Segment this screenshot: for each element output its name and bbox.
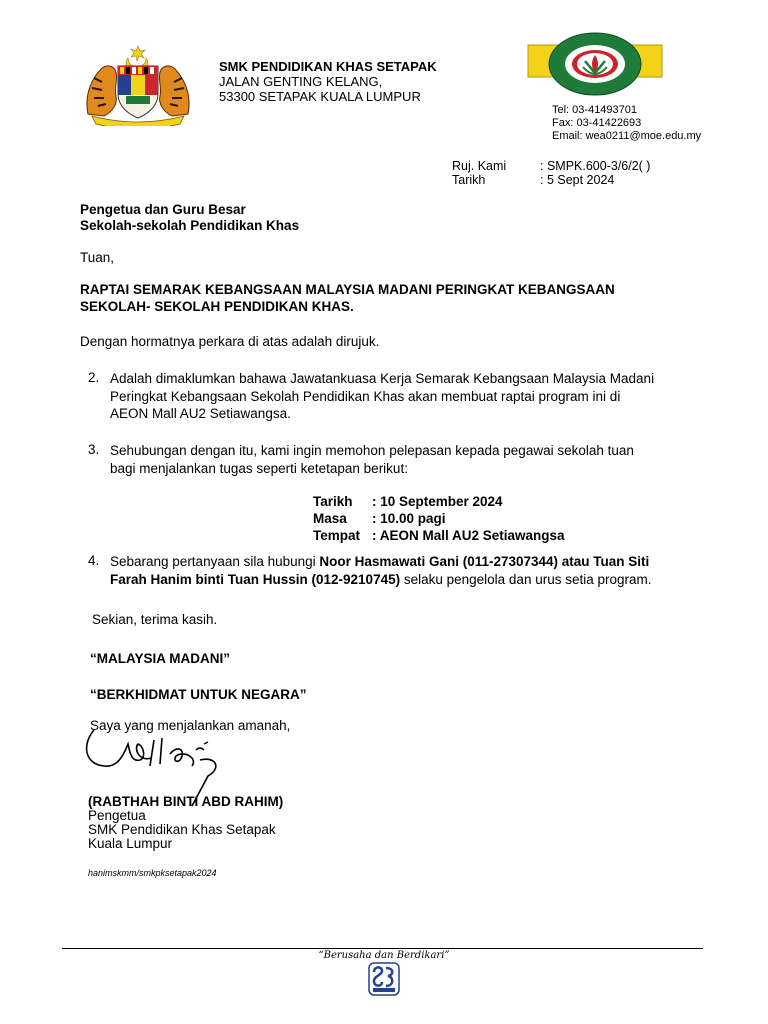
paragraph-3-number: 3. — [88, 442, 100, 457]
paragraph-2-number: 2. — [88, 370, 100, 385]
schedule-tarikh-label: Tarikh — [313, 494, 353, 509]
contact-person-1: Noor Hasmawati Gani (011-27307344) atau Tuan Siti — [319, 554, 650, 569]
paragraph-2-line: AEON Mall AU2 Setiawangsa. — [110, 406, 291, 421]
schedule-tempat-label: Tempat — [313, 528, 361, 543]
paragraph-3-line: bagi menjalankan tugas seperti ketetapan berikut: — [110, 460, 408, 476]
subject-line-2: SEKOLAH- SEKOLAH PENDIDIKAN KHAS. — [80, 299, 354, 314]
paragraph-4 — [110, 553, 678, 588]
closing-line: Sekian, terima kasih. — [92, 612, 218, 627]
school-name: SMK PENDIDIKAN KHAS SETAPAK — [219, 59, 437, 74]
recipient-line-2: Sekolah-sekolah Pendidikan Khas — [80, 218, 300, 233]
subject-line-1: RAPTAI SEMARAK KEBANGSAAN MALAYSIA MADANI PERINGKAT KEBANGSAAN — [80, 282, 615, 297]
schedule-masa-label: Masa — [313, 511, 347, 526]
schedule-masa-value: : 10.00 pagi — [372, 511, 446, 526]
signatory-city: Kuala Lumpur — [88, 836, 173, 851]
ruj-kami-label: Ruj. Kami — [452, 159, 507, 173]
paragraph-4-text-b: selaku pengelola dan urus setia program. — [400, 571, 652, 587]
address-line-2: 53300 SETAPAK KUALA LUMPUR — [219, 89, 421, 104]
signatory-title: Pengetua — [88, 808, 146, 823]
paragraph-4-text-a: Sebarang pertanyaan sila hubungi — [110, 554, 320, 569]
opening-line: Dengan hormatnya perkara di atas adalah dirujuk. — [80, 334, 380, 349]
paragraph-3 — [110, 442, 678, 477]
footer-emblem — [368, 962, 400, 996]
schedule-tempat-value: : AEON Mall AU2 Setiawangsa — [372, 528, 565, 543]
tarikh-label: Tarikh — [452, 173, 486, 187]
paragraph-3-line: Sehubungan dengan itu, kami ingin memohon pelepasan kepada pegawai sekolah tuan — [110, 443, 634, 458]
contact-person-2: Farah Hanim binti Tuan Hussin (012-9210745) — [110, 571, 401, 587]
paragraph-2-line: Adalah dimaklumkan bahawa Jawatankuasa Kerja Semarak Kebangsaan Malaysia Madani — [110, 371, 655, 386]
footer-motto: “Berusaha dan Berdikari” — [318, 950, 450, 961]
signatory-name: (RABTHAH BINTI ABD RAHIM) — [88, 794, 284, 809]
signatory-school: SMK Pendidikan Khas Setapak — [88, 822, 276, 837]
salutation: Tuan, — [80, 250, 115, 265]
fax-number: Fax: 03-41422693 — [552, 117, 642, 129]
tel-number: Tel: 03-41493701 — [552, 104, 638, 116]
footer-divider — [62, 948, 703, 949]
slogan-malaysia-madani: “MALAYSIA MADANI” — [90, 651, 231, 666]
address-line-1: JALAN GENTING KELANG, — [219, 74, 383, 89]
paragraph-4-number: 4. — [88, 553, 100, 568]
amanah-line: Saya yang menjalankan amanah, — [90, 718, 291, 733]
paragraph-2 — [110, 370, 678, 423]
email-address[interactable]: Email: wea0211@moe.edu.my — [552, 130, 702, 142]
slogan-berkhidmat: “BERKHIDMAT UNTUK NEGARA” — [90, 687, 307, 702]
schedule-tarikh-value: : 10 September 2024 — [372, 494, 503, 509]
ruj-kami-value: : SMPK.600-3/6/2( ) — [540, 159, 651, 173]
tarikh-value: : 5 Sept 2024 — [540, 173, 615, 187]
school-logo — [527, 31, 663, 97]
recipient-line-1: Pengetua dan Guru Besar — [80, 202, 246, 217]
file-reference: hanimskmm/smkpksetapak2024 — [88, 868, 217, 878]
coat-of-arms-logo — [82, 44, 194, 126]
paragraph-2-line: Peringkat Kebangsaan Sekolah Pendidikan Khas akan membuat raptai program ini di — [110, 388, 621, 404]
